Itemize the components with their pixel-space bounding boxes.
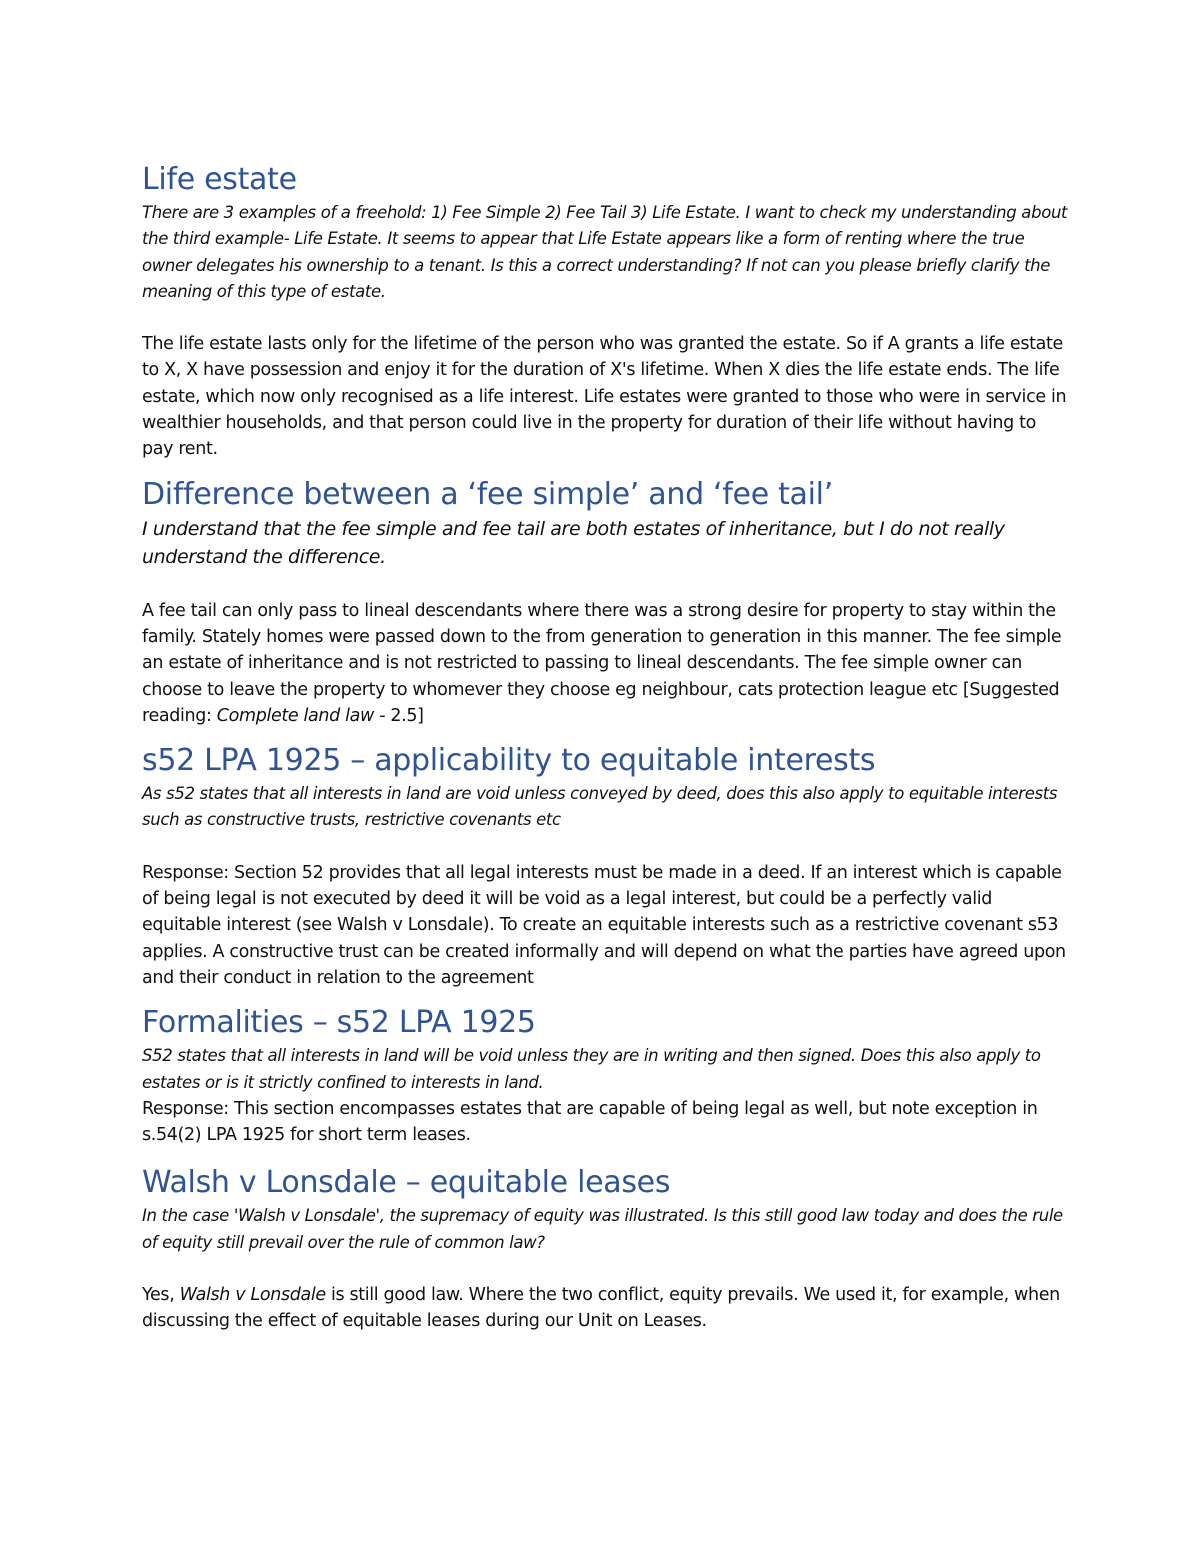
section-heading: Formalities – s52 LPA 1925 (142, 1005, 536, 1041)
answer-text: The life estate lasts only for the lifetime of the person who was granted the estate. So if A grants a life estate to X, X have possession and enjoy it for the duration of X's lifetime. When X dies the life estate ends. The life estate, which now only recognised as a life interest. Life estates were granted to those who were in service in wealthier households, and that person could live in the property for duration of their life without having to pay rent. (142, 334, 1067, 460)
question-text: In the case 'Walsh v Lonsdale', the supremacy of equity was illustrated. Is this still good law today and does the rule of equity still prevail over the rule of common law? (142, 1206, 1063, 1252)
question-text: As s52 states that all interests in land are void unless conveyed by deed, does this also apply to equitable interests such as constructive trusts, restrictive covenants etc (142, 784, 1058, 830)
section-formalities (142, 1003, 1072, 1148)
answer-text-part: Yes, (142, 1285, 180, 1306)
section-heading: s52 LPA 1925 – applicability to equitable interests (142, 743, 876, 779)
question-text: S52 states that all interests in land will be void unless they are in writing and then signed. Does this also apply to estates or is it strictly confined to interests in land. (142, 1046, 1041, 1092)
answer-text: Response: Section 52 provides that all legal interests must be made in a deed. If an interest which is capable of being legal is not executed by deed it will be void as a legal interest, but could be a perfectly valid equitable interest (see Walsh v Lonsdale). To create an equitable interests such as a restrictive covenant s53 applies. A constructive trust can be created informally and will depend on what the parties have agreed upon and their conduct in relation to the agreement (142, 862, 1066, 988)
case-name: Walsh v Lonsdale (179, 1285, 326, 1306)
section-heading: Walsh v Lonsdale – equitable leases (142, 1165, 671, 1201)
question-text: I understand that the fee simple and fee tail are both estates of inheritance, but I do not really understand the difference. (142, 517, 1005, 569)
answer-text: Response: This section encompasses estates that are capable of being legal as well, but note exception in s.54(2) LPA 1925 for short term leases. (142, 1098, 1038, 1146)
question-text: There are 3 examples of a freehold: 1) Fee Simple 2) Fee Tail 3) Life Estate. I want to check my understanding about the third example- Life Estate. It seems to appear that Life Estate appears like a form of renting where the true owner delegates his ownership to a tenant. Is this a correct understanding? If not can you please briefly clarify the meaning of this type of estate. (142, 203, 1068, 301)
answer-text-part: - 2.5] (373, 705, 424, 726)
answer-text-part: is still good law. Where the two conflict, equity prevails. We used it, for example, when discussing the effect of equitable leases during our Unit on Leases. (142, 1285, 1060, 1332)
document-page (142, 160, 1072, 1347)
suggested-reading-title: Complete land law (216, 705, 374, 726)
section-life-estate (142, 160, 1072, 463)
section-heading: Life estate (142, 162, 297, 197)
answer-text (142, 598, 1072, 729)
answer-text (142, 1282, 1072, 1335)
section-heading: Difference between a ‘fee simple’ and ‘fee tail’ (142, 476, 833, 512)
answer-text-part: A fee tail can only pass to lineal descendants where there was a strong desire for property to stay within the family. Stately homes were passed down to the from generation to generation in this manner. The fee simple an estate of inheritance and is not restricted to passing to lineal descendants. The fee simple owner can choose to leave the property to whomever they choose eg neighbour, cats protection league etc [Suggested reading: (142, 600, 1062, 726)
section-s52-equitable-interests (142, 741, 1072, 991)
section-walsh-v-lonsdale (142, 1163, 1072, 1334)
section-fee-simple-vs-fee-tail (142, 475, 1072, 729)
